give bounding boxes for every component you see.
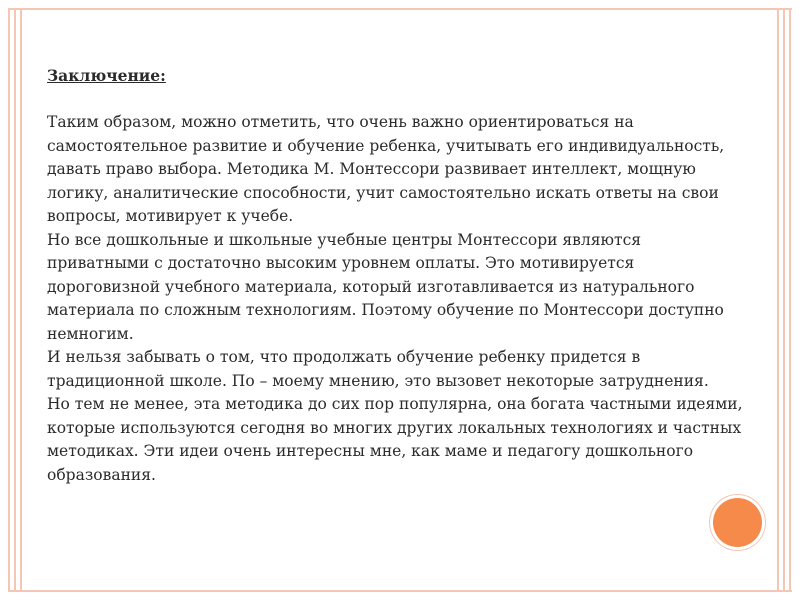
frame-border-right-2 (783, 8, 785, 592)
frame-border-bottom (8, 590, 792, 592)
slide-heading: Заключение: (47, 66, 166, 85)
paragraph-4: Но тем не менее, эта методика до сих пор популярна, она богата частными идеями, которые используются сегодня во многих других локальных технологиях и частных методиках. Эти идеи очень интересны мне, как маме и педагогу дошкольного образования. (47, 395, 743, 484)
paragraph-3: И нельзя забывать о том, что продолжать обучение ребенку придется в традиционной школе. По – моему мнению, это вызовет некоторые затруднения. (47, 348, 709, 390)
slide-content (47, 64, 747, 487)
paragraph-2: Но все дошкольные и школьные учебные центры Монтессори являются приватными с достаточно высоким уровнем оплаты. Это мотивируется дороговизной учебного материала, который изготавливается из натурального материала по сложным технологиям. Поэтому обучение по Монтессори доступно немногим. (47, 230, 724, 343)
frame-border-left-3 (20, 8, 22, 592)
frame-border-right-3 (789, 8, 791, 592)
frame-border-left-1 (8, 8, 10, 592)
frame-border-left-2 (14, 8, 16, 592)
decorative-circle-icon (713, 498, 762, 547)
frame-border-right-1 (777, 8, 779, 592)
paragraph-1: Таким образом, можно отметить, что очень важно ориентироваться на самостоятельное развитие и обучение ребенка, учитывать его индивидуальность, давать право выбора. Методика М. Монтессори развивает интеллект, мощную логику, аналитические способности, учит самостоятельно искать ответы на свои вопросы, мотивирует к учебе. (47, 113, 725, 225)
frame-border-top (8, 8, 792, 10)
